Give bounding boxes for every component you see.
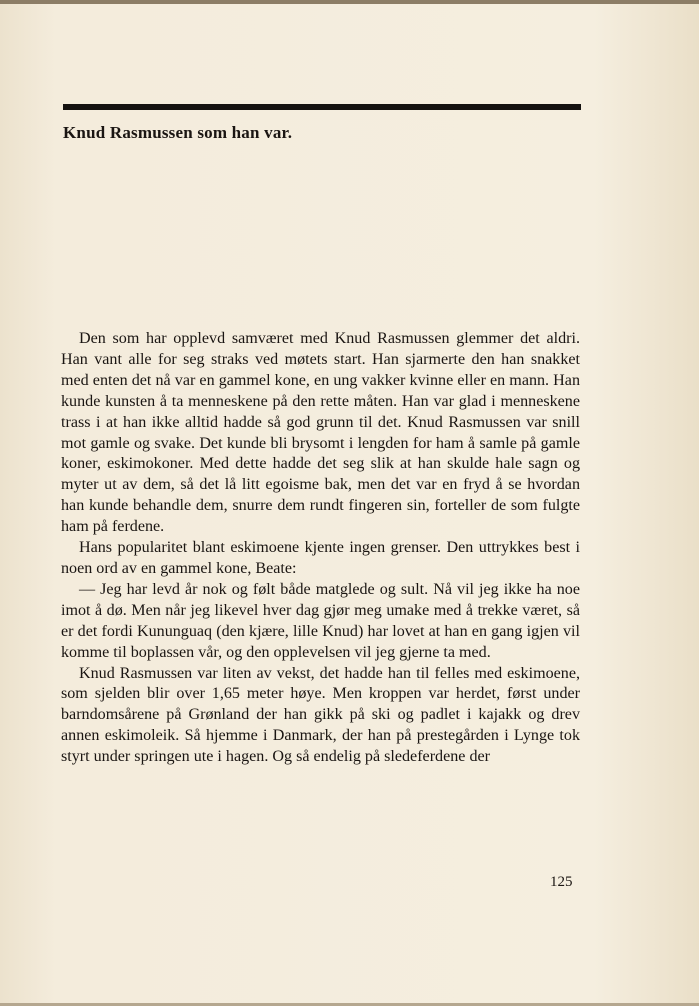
page-number: 125 <box>550 874 573 890</box>
body-text <box>61 329 580 768</box>
chapter-rule <box>63 104 581 110</box>
paragraph: Hans popularitet blant eskimoene kjente ingen grenser. Den uttrykkes best i noen ord av en gammel kone, Beate: <box>61 539 580 577</box>
paragraph: — Jeg har levd år nok og følt både matglede og sult. Nå vil jeg ikke ha noe imot å dø. Men når jeg likevel hver dag gjør meg umake med å trekke været, så er det fordi Kununguaq (den kjære, lille Knud) har lovet at han en gang igjen vil komme til boplassen vår, og den opplevelsen vil jeg gjerne ta med. <box>61 580 580 661</box>
paragraph: Knud Rasmussen var liten av vekst, det hadde han til felles med eskimoene, som sjelden blir over 1,65 meter høye. Men kroppen var herdet, først under barndomsårene på Grønland der han gikk på ski og padlet i kajakk og drev annen eskimoleik. Så hjemme i Danmark, der han på prestegården i Lynge tok styrt under springen ute i hagen. Og så endelig på sledeferdene der <box>61 664 580 766</box>
page-top-edge <box>0 0 699 4</box>
chapter-title: Knud Rasmussen som han var. <box>63 123 293 142</box>
paragraph: Den som har opplevd samværet med Knud Rasmussen glemmer det aldri. Han vant alle for seg straks ved møtets start. Han sjarmerte den han snakket med enten det nå var en gammel kone, en ung vakker kvinne eller en mann. Han kunde kunsten å ta menneskene på den rette måten. Han var glad i menneskene trass i at han ikke alltid hadde så god grunn til det. Knud Rasmussen var snill mot gamle og svake. Det kunde bli brysomt i lengden for ham å samle på gamle koner, eskimokoner. Med dette hadde det seg slik at han skulde hale sagn og myter ut av dem, så det lå litt egoisme bak, men det var en fryd å se hvordan han kunde behandle dem, snurre dem rundt fingeren sin, forteller de som fulgte ham på ferdene. <box>61 330 580 536</box>
